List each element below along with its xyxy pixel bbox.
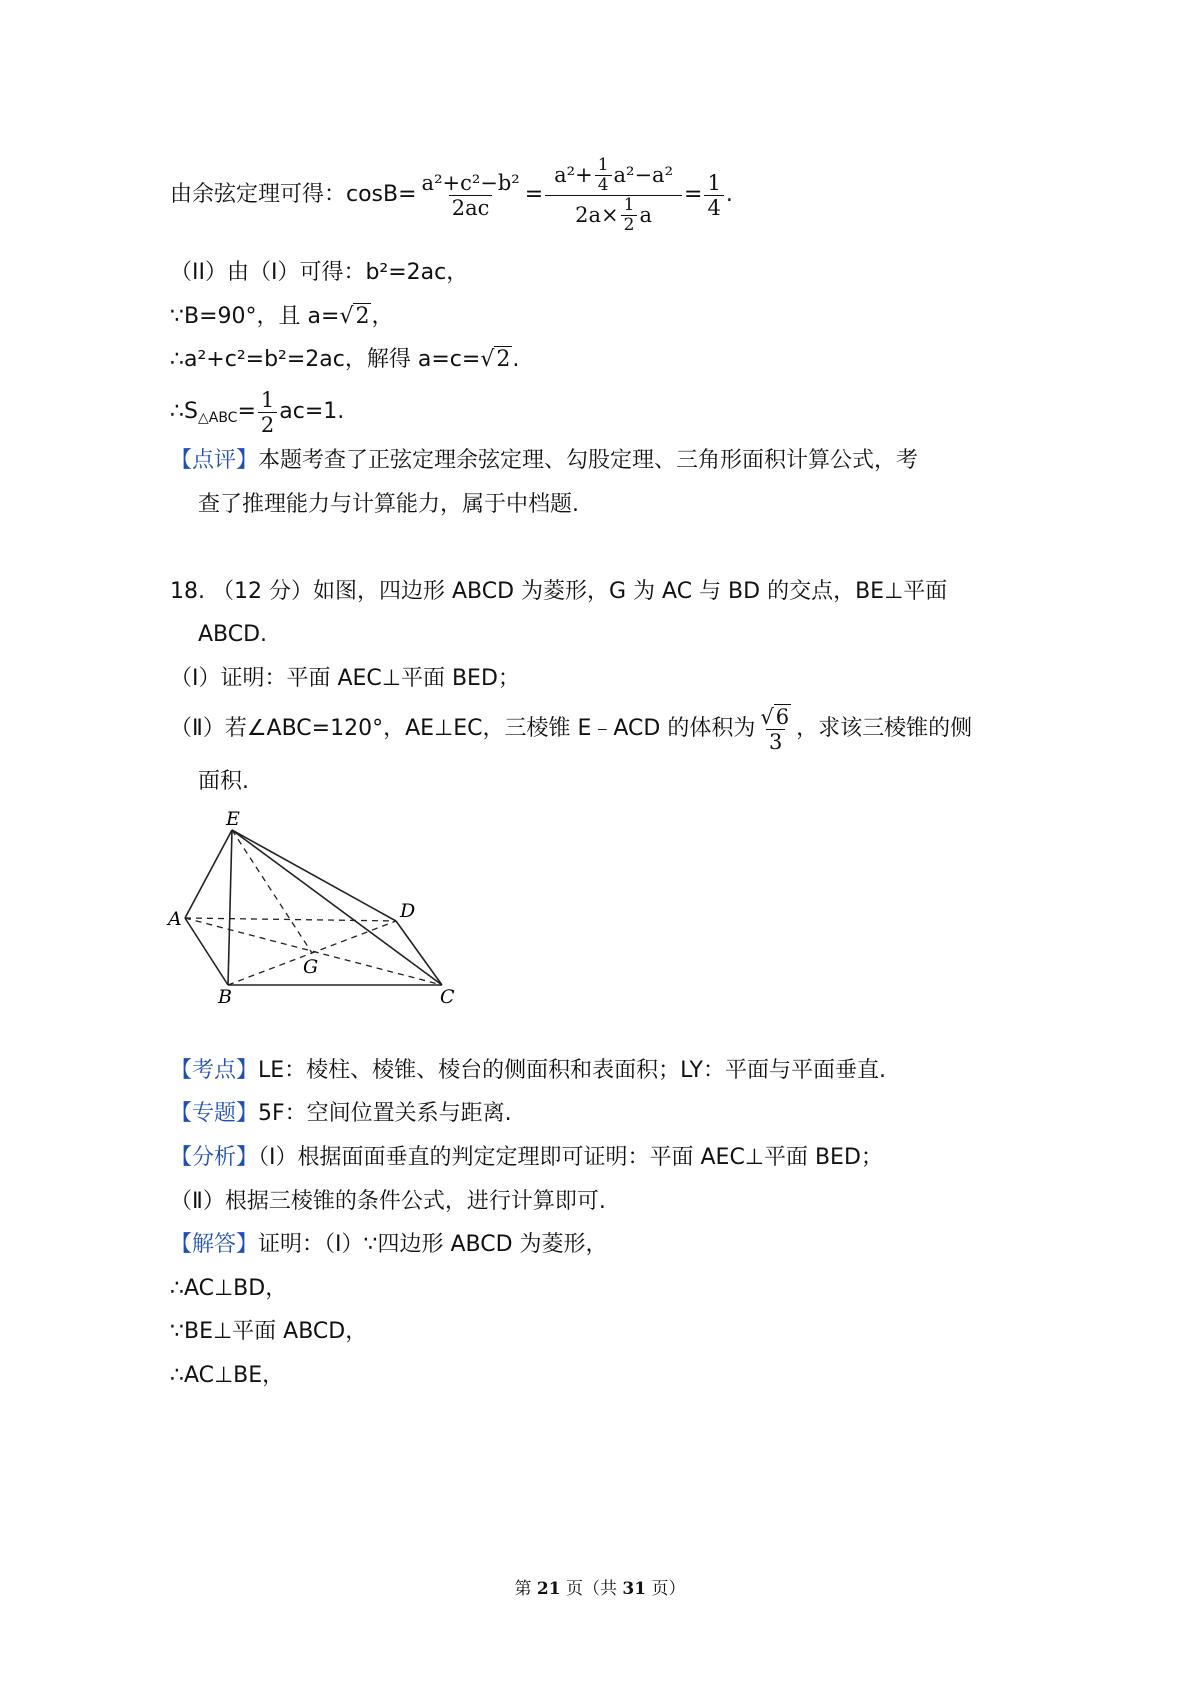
period: . (725, 182, 733, 207)
zhuanti-line: 【专题】5F：空间位置关系与距离. (170, 1101, 512, 1126)
kaodian-tag: 【考点】 (170, 1058, 259, 1083)
cos-result: $\frac{1}{4}$ (704, 171, 723, 220)
page-total: 31 (622, 1579, 647, 1599)
half-fraction: $\frac{1}{2}$ (258, 388, 277, 437)
solution-line3: ∴AC⊥BE， (170, 1363, 285, 1388)
equals-sign: = (524, 182, 544, 207)
q18-line3: （Ⅰ）证明：平面 AEC⊥平面 BED； (170, 666, 520, 691)
solution-line2: ∵BE⊥平面 ABCD， (170, 1319, 368, 1344)
zhuanti-tag: 【专题】 (170, 1101, 259, 1126)
q18-line4: （Ⅱ）若∠ABC=120°，AE⊥EC，三棱锥 E﹣ACD 的体积为 $\frac{√6}{3}$ ，求该三棱锥的侧 (170, 704, 973, 754)
page-footer: 第 21 页（共 31 页） (514, 1579, 686, 1599)
label-g: G (303, 956, 319, 978)
fenxi-line2: （Ⅱ）根据三棱锥的条件公式，进行计算即可. (170, 1189, 606, 1214)
jieda-tag: 【解答】 (170, 1232, 259, 1257)
q18-line1: 18. （12 分）如图，四边形 ABCD 为菱形，G 为 AC 与 BD 的交点，BE⊥平面 (170, 579, 948, 604)
equals-sign: = (684, 182, 703, 207)
label-b: B (218, 986, 232, 1008)
label-e: E (226, 808, 240, 830)
edge-ad-hidden (185, 918, 396, 921)
solution-line1: ∴AC⊥BD， (170, 1276, 288, 1301)
part2-line3: ∴a²+c²=b²=2ac，解得 a=c=√2. (170, 347, 520, 372)
volume-fraction: $\frac{√6}{3}$ (760, 704, 790, 754)
cos-fraction-2: a²+ $\frac{1}{4}$ a²−a² 2a× $\frac{1}{2}$ a (545, 156, 682, 235)
q18-line2: ABCD. (198, 622, 268, 647)
edge-ed (232, 830, 396, 921)
pyramid-figure (160, 805, 460, 1010)
sqrt-2: √2 (339, 304, 370, 329)
cos-prefix: 由余弦定理可得：cosB= (170, 182, 417, 207)
comment-line2: 查了推理能力与计算能力，属于中档题. (198, 492, 579, 517)
label-d: D (400, 900, 416, 922)
page-number: 21 (536, 1579, 561, 1599)
cosine-law-line (170, 150, 733, 240)
edge-eb (228, 830, 232, 985)
fenxi-tag: 【分析】 (170, 1145, 259, 1170)
q18-line5: 面积. (198, 769, 249, 794)
fenxi-line: 【分析】（Ⅰ）根据面面垂直的判定定理即可证明：平面 AEC⊥平面 BED； (170, 1145, 883, 1170)
label-c: C (440, 986, 455, 1008)
jieda-line: 【解答】证明：（Ⅰ）∵四边形 ABCD 为菱形， (170, 1232, 608, 1257)
part2-line2: ∵B=90°，且 a=√2， (170, 304, 394, 329)
sqrt-2: √2 (480, 347, 511, 372)
cos-fraction-1: $\frac{\text{a²+c²−b²}}{2ac}$ (421, 170, 520, 220)
edge-eg-hidden (232, 830, 312, 953)
comment-line1: 【点评】本题考查了正弦定理余弦定理、勾股定理、三角形面积计算公式，考 (170, 448, 919, 473)
edge-ea (185, 830, 232, 918)
kaodian-line: 【考点】LE：棱柱、棱锥、棱台的侧面积和表面积；LY：平面与平面垂直. (170, 1058, 886, 1083)
part2-line1: （II）由（I）可得：b²=2ac， (170, 260, 469, 285)
comment-tag: 【点评】 (170, 448, 259, 473)
label-a: A (168, 908, 182, 930)
part2-line4: ∴S △ABC = $\frac{1}{2}$ ac=1. (170, 387, 345, 437)
